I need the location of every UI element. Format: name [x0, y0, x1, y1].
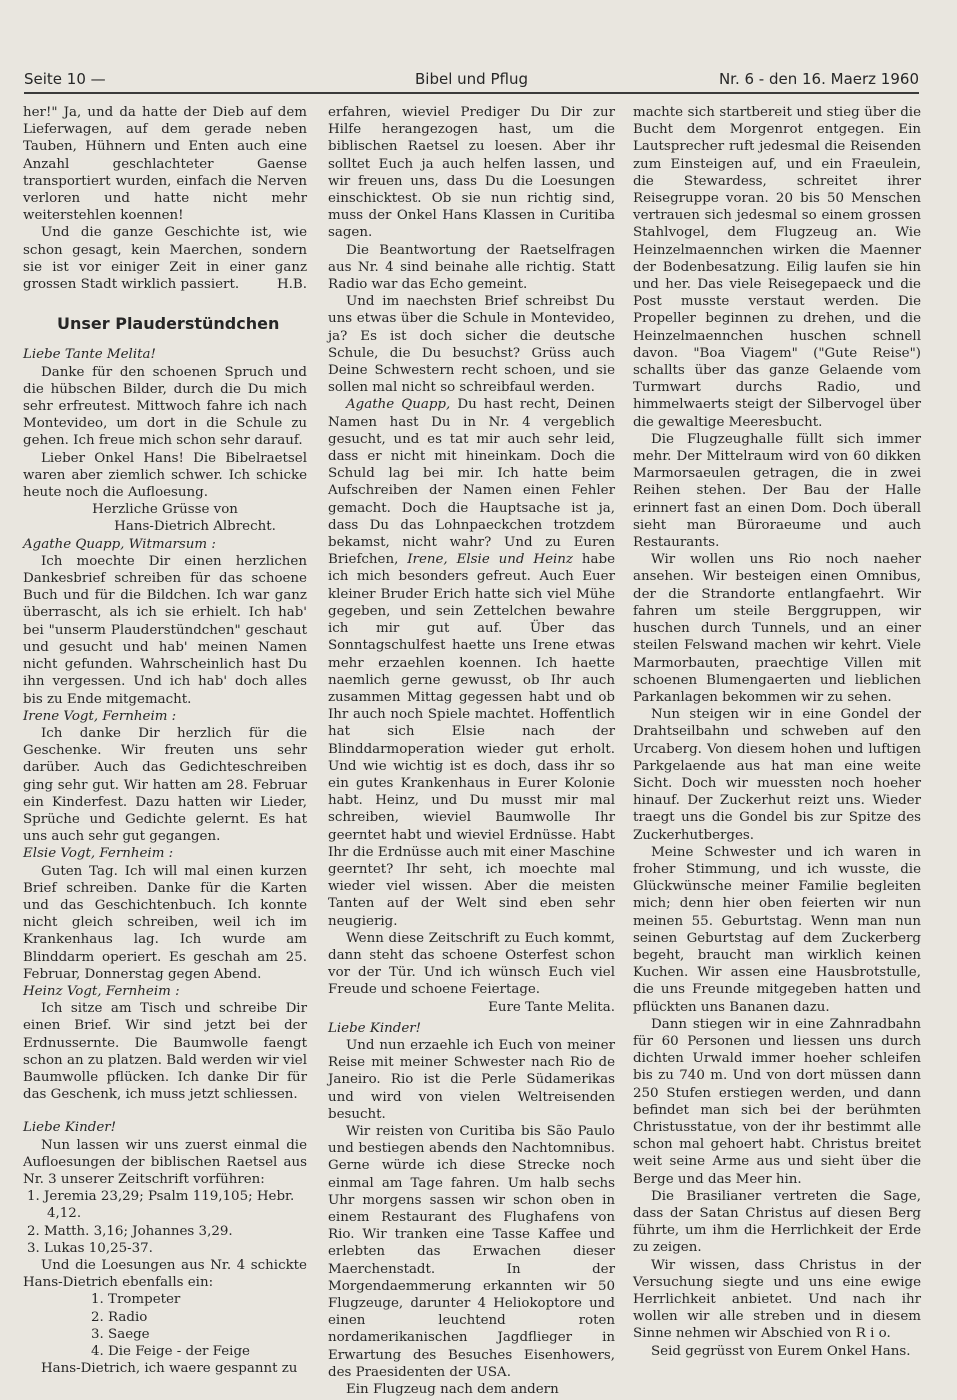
solutions-list-4	[23, 1291, 307, 1360]
addressee-name: Agathe Quapp,	[346, 397, 451, 413]
list-item: 1. Jeremia 23,29; Psalm 119,105; Hebr.	[27, 1189, 295, 1205]
reply-paragraph	[328, 396, 615, 929]
letter-author: Elsie Vogt, Fernheim :	[23, 846, 174, 862]
letter-paragraph: Ich danke Dir herzlich für die Geschenke. Wir freuten uns sehr darüber. Auch das Gedichteschreiben ging sehr gut. Wir hatten am 28. Februar ein Kinderfest. Dazu hatten wir Lieder, Sprüche und Gedichte gelernt. Es hat uns auch sehr gut gegangen.	[23, 725, 307, 845]
column-right	[633, 104, 921, 1360]
travel-paragraph: Ein Flugzeug nach dem andern	[346, 1382, 559, 1398]
section-heading: Unser Plauderstündchen	[57, 314, 280, 334]
reply-paragraph: Hans-Dietrich, ich waere gespannt zu	[41, 1361, 298, 1377]
letter-salutation: Liebe Tante Melita!	[23, 347, 156, 363]
letter-paragraph: Ich sitze am Tisch und schreibe Dir einen Brief. Wir sind jetzt bei der Erdnussernte. Die Baumwolle faengt schon an zu platzen. Bald werden wir viel Baumwolle pflücken. Ich danke Dir für das Geschenk, ich muss jetzt schliessen.	[23, 1001, 307, 1103]
letter-paragraph: Guten Tag. Ich will mal einen kurzen Brief schreiben. Danke für die Karten und das Geschichtenbuch. Ich konnte nicht gleich schreiben, weil ich im Krankenhaus lag. Ich wurde am Blinddarm operiert. Es geschah am 25. Februar, Donnerstag gegen Abend.	[23, 863, 307, 982]
letter-author: Agathe Quapp, Witmarsum :	[23, 536, 216, 552]
travel-paragraph: machte sich startbereit und stieg über die Bucht dem Morgenrot entgegen. Ein Lautsprecher ruft jedesmal die Reisenden zum Einsteigen auf, und ein Fraeulein, die Stewardess, schreitet ihrer Reisegruppe voran. 20 bis 50 Menschen vertrauen sich jedesmal so einem grossen Stahlvogel, dem Flugzeug an. Wie Heinzelmaennchen wirken die Maenner der Bodenbesatzung. Eilig laufen sie hin und her. Das viele Reisegepaeck und die Post musste verstaut werden. Die Propeller beginnen zu drehen, und die Heinzelmaennchen huschen schnell davon. "Boa Viagem" ("Gute Reise") schallts über das ganze Gelaende vom Turmwart durchs Radio, und himmelwaerts steigt der Silbervogel über die gewaltige Meeresbucht.	[633, 105, 921, 430]
list-item: 1. Trompeter	[91, 1292, 181, 1308]
travel-paragraph: Wir wollen uns Rio noch naeher ansehen. Wir besteigen einen Omnibus, der die Strandorte entlangfaehrt. Wir fahren um steile Berggruppen, wir huschen durch Tunnels, und an einer steilen Felswand machen wir kehrt. Viele Marmorbauten, praechtige Villen mit schoenen Blumengaerten und lieblichen Parkanlagen bekommen wir zu sehen.	[633, 552, 921, 705]
travel-paragraph: Nun steigen wir in eine Gondel der Drahtseilbahn und schweben auf den Urcaberg. Von diesem hohen und luftigen Parkgelaende aus hat man eine weite Sicht. Doch wir muessten noch hoeher hinauf. Der Zuckerhut reizt uns. Wieder traegt uns die Gondel bis zur Spitze des Zuckerhutberges.	[633, 707, 921, 843]
travel-paragraph: Die Flugzeughalle füllt sich immer mehr. Der Mittelraum wird von 60 dikken Marmorsaeulen getragen, die in zwei Reihen stehen. Der Bau der Halle erinnert fast an einen Dom. Doch überall sieht man Büroraeume und auch Restaurants.	[633, 431, 921, 551]
list-item: 2. Matth. 3,16; Johannes 3,29.	[27, 1223, 233, 1239]
reply-text: Du hast recht, Deinen Namen hast Du in Nr. 4 vergeblich gesucht, und es tat mir auch sehr leid, dass er nicht mit hineinkam. Doch die Schuld lag bei mir. Ich hatte beim Aufschreiben der Namen einen Fehler gemacht. Doch die Hauptsache ist ja, dass Du das Lohnpaeckchen trotzdem bekamst, nicht wahr? Und zu Euren Briefchen,	[328, 397, 615, 568]
reply-paragraph: Und im naechsten Brief schreibst Du uns etwas über die Schule in Montevideo, ja? Es ist doch sicher die deutsche Schule, die Du besuchst? Grüss auch Deine Schwestern recht schoen, und sie sollen mal nicht so schreibfaul werden.	[328, 294, 615, 396]
list-item: 2. Radio	[91, 1309, 148, 1325]
reply-signature: Eure Tante Melita.	[488, 999, 615, 1015]
travel-paragraph: Dann stiegen wir in eine Zahnradbahn für 60 Personen und liessen uns durch dichten Urwald immer hoeher schleifen bis zu 740 m. Und von dort müssen dann 250 Stufen erstiegen werden, und dann befindet man sich bei der berühmten Christusstatue, von der ihr bestimmt alle schon mal gehoert habt. Christus breitet weit seine Arme aus und sieht über die Berge und das Meer hin.	[633, 1016, 921, 1187]
travel-paragraph: Wir wissen, dass Christus in der Versuchung siegte und uns eine ewige Herrlichkeit anbietet. Und nach ihr wollen wir alle streben und in diesem Sinne nehmen wir Abschied von R i o.	[633, 1257, 921, 1342]
letter-paragraph: Danke für den schoenen Spruch und die hübschen Bilder, durch die Du mich sehr erfreutest. Mittwoch fahre ich nach Montevideo, um dort in die Schule zu gehen. Ich freue mich schon sehr darauf.	[23, 364, 307, 449]
travel-salutation: Liebe Kinder!	[328, 1020, 422, 1036]
column-left	[23, 104, 307, 1377]
travel-paragraph: Und nun erzaehle ich Euch von meiner Reise mit meiner Schwester nach Rio de Janeiro. Rio ist die Perle Südamerikas und wird von vielen Weltreisenden besucht.	[328, 1037, 615, 1122]
reply-text: habe ich mich besonders gefreut. Auch Euer kleiner Bruder Erich hatte sich viel Mühe gegeben, und sein Zettelchen bewahre ich mir gut auf. Über das Sonntagschulfest haette uns Irene etwas mehr erzaehlen koennen. Ich haette naemlich gerne gewusst, ob Ihr auch zusammen Mittag gegessen habt und ob Ihr auch noch Spiele machtet. Hoffentlich hat sich Elsie nach der Blinddarmoperation wieder gut erholt. Und wie wichtig ist es doch, dass ihr so ein gutes Krankenhaus in Eurer Kolonie habt. Heinz, und Du musst mir mal schreiben, wieviel Baumwolle Ihr geerntet habt und wieviel Erdnüsse. Habt Ihr die Erdnüsse auch mit einer Maschine geerntet? Ihr seht, ich moechte mal wieder viel wissen. Aber die meisten Tanten auf der Welt sind eben sehr neugierig.	[328, 552, 615, 929]
letter-author: Irene Vogt, Fernheim :	[23, 708, 177, 724]
addressee-names: Irene, Elsie und Heinz	[407, 552, 573, 568]
column-middle	[328, 104, 615, 1398]
reply-salutation: Liebe Kinder!	[23, 1120, 117, 1136]
list-item: 4,12.	[47, 1206, 82, 1222]
story-signature: H.B.	[276, 277, 307, 293]
page-number: Seite 10 —	[24, 70, 106, 88]
magazine-title: Bibel und Pflug	[415, 70, 528, 88]
letter-paragraph: Ich moechte Dir einen herzlichen Dankesbrief schreiben für das schoene Buch und für die Bildchen. Ich war ganz überrascht, als ich sie erhielt. Ich hab' bei "unserm Plauderstündchen" geschaut und gesucht und hab' meinen Namen nicht gefunden. Wahrscheinlich hast Du ihn vergessen. Und ich hab' doch alles bis zu Ende mitgemacht.	[23, 553, 307, 707]
reply-paragraph: Die Beantwortung der Raetselfragen aus Nr. 4 sind beinahe alle richtig. Statt Radio war das Echo gemeint.	[328, 242, 615, 293]
letter-paragraph: Lieber Onkel Hans! Die Bibelraetsel waren aber ziemlich schwer. Ich schicke heute noch die Aufloesung.	[23, 450, 307, 501]
story-conclusion	[23, 224, 307, 293]
travel-closing: Seid gegrüsst von Eurem Onkel Hans.	[651, 1343, 911, 1359]
reply-paragraph: Wenn diese Zeitschrift zu Euch kommt, dann steht das schoene Osterfest schon vor der Tür. Und ich wünsch Euch viel Freude und schoene Feiertage.	[328, 930, 615, 998]
reply-paragraph: erfahren, wieviel Prediger Du Dir zur Hilfe herangezogen hast, um die biblischen Raetsel zu loesen. Aber ihr solltet Euch ja auch helfen lassen, und wir freuen uns, dass Du die Loesungen einschicktest. Ob sie nun richtig sind, muss der Onkel Hans Klassen in Curitiba sagen.	[328, 105, 615, 241]
letter-signature: Hans-Dietrich Albrecht.	[114, 519, 276, 535]
reply-paragraph: Nun lassen wir uns zuerst einmal die Aufloesungen der biblischen Raetsel aus Nr. 3 unserer Zeitschrift vorführen:	[23, 1137, 307, 1187]
story-conclusion-text: Und die ganze Geschichte ist, wie schon gesagt, kein Maerchen, sondern sie ist vor einiger Zeit in einer ganz grossen Stadt wirklich passiert.	[23, 225, 307, 293]
list-item: 4. Die Feige - der Feige	[91, 1344, 250, 1360]
list-item: 3. Saege	[91, 1326, 150, 1342]
letter-greeting: Herzliche Grüsse von	[92, 502, 238, 518]
list-item: 3. Lukas 10,25-37.	[27, 1240, 153, 1256]
issue-date: Nr. 6 - den 16. Maerz 1960	[718, 70, 919, 88]
reply-paragraph: Und die Loesungen aus Nr. 4 schickte Hans-Dietrich ebenfalls ein:	[23, 1258, 307, 1291]
travel-paragraph: Meine Schwester und ich waren in froher Stimmung, und ich wusste, die Glückwünsche meiner Familie begleiten mich; denn hier oben feierten wir nun meinen 55. Geburtstag. Wenn man nun seinen Geburtstag auf dem Zuckerberg begeht, braucht man wirklich keinen Kuchen. Wir assen eine Hausbrotstulle, die uns Freunde mitgegeben hatten und pflückten uns Bananen dazu.	[633, 844, 921, 1015]
solutions-list-3	[23, 1188, 307, 1257]
page-header	[24, 58, 919, 94]
travel-paragraph: Wir reisten von Curitiba bis São Paulo und bestiegen abends den Nachtomnibus. Gerne würde ich diese Strecke noch einmal am Tage fahren. Um halb sechs Uhr morgens sassen wir schon oben in einem Restaurant des Flughafens von Rio. Wir tranken eine Tasse Kaffee und erlebten das Erwachen dieser Maerchenstadt. In der Morgendaemmerung erkannten wir 50 Flugzeuge, darunter 4 Heliokoptore und einen leuchtend roten nordamerikanischen Jagdflieger in Erwartung des Besuches Eisenhowers, des Praesidenten der USA.	[328, 1123, 615, 1380]
travel-paragraph: Die Brasilianer vertreten die Sage, dass der Satan Christus auf diesen Berg führte, um ihm die Herrlichkeit der Erde zu zeigen.	[633, 1188, 921, 1256]
story-ending: her!" Ja, und da hatte der Dieb auf dem Lieferwagen, auf dem gerade neben Tauben, Hühnern und Enten auch eine Anzahl geschlachteter Gaense transportiert wurden, einfach die Nerven verloren und hatte nicht mehr weiterstehlen koennen!	[23, 105, 307, 224]
letter-author: Heinz Vogt, Fernheim :	[23, 983, 180, 999]
